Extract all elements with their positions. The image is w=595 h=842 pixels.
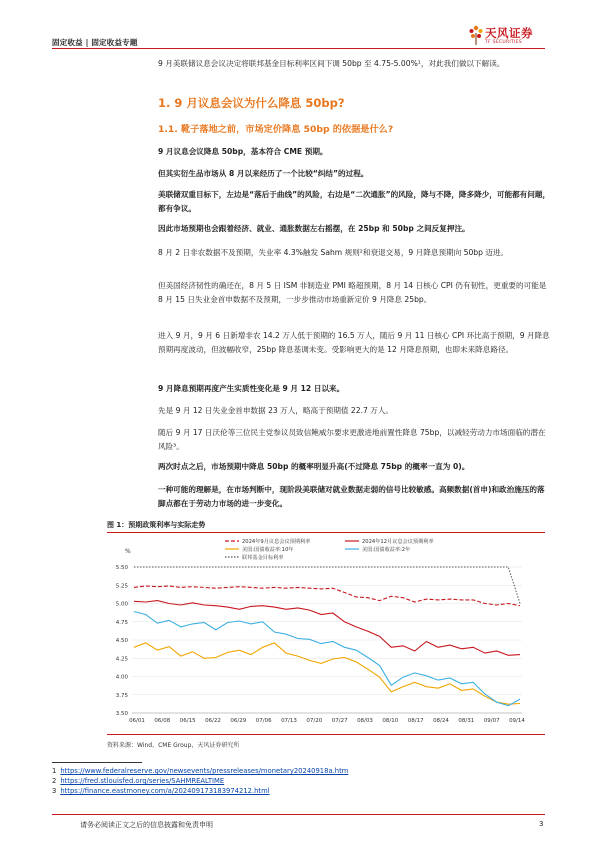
y-tick-label: 3.50 xyxy=(115,711,128,717)
footnote-link[interactable]: https://finance.eastmoney.com/a/202409173183974212.html xyxy=(60,787,270,795)
body-paragraph: 两次时点之后，市场预期中降息 50bp 的概率明显升高(不过降息 75bp 的概率一直为 0)。 xyxy=(158,462,470,471)
logo-flower-icon xyxy=(468,24,484,46)
header-divider xyxy=(52,48,545,49)
body-paragraph: 但美国经济韧性的确还在，8 月 5 日 ISM 非制造业 PMI 略超预期，8 月 14 日核心 CPI 仍有韧性，更重要的可能是 8 月 15 日失业金首申数据不及预期，一步步推动市场重新定价 9 月降息 25bp。 xyxy=(158,281,547,304)
intro-paragraph: 9 月美联储议息会议决定将联邦基金目标利率区间下调 50bp 至 4.75-5.00%¹，对此我们做以下解读。 xyxy=(158,59,505,68)
body-paragraph: 8 月 2 日非农数据不及预期，失业率 4.3%触发 Sahm 规则²和衰退交易，9 月降息预期向 50bp 迈进。 xyxy=(158,248,509,257)
body-paragraph: 9 月议息会议降息 50bp，基本符合 CME 预期。 xyxy=(158,147,328,156)
y-tick-label: 4.50 xyxy=(115,638,128,644)
footnote-number: 2 xyxy=(52,777,57,785)
x-tick-label: 07/20 xyxy=(306,718,323,724)
footer-divider xyxy=(52,814,545,815)
x-tick-label: 08/17 xyxy=(407,718,424,724)
body-paragraph: 因此市场预期也会跟着经济、就业、通胀数据左右摇摆，在 25bp 和 50bp 之间反复押注。 xyxy=(158,224,470,233)
y-tick-label: 4.00 xyxy=(115,674,128,681)
header-section-label: 固定收益 | 固定收益专题 xyxy=(52,38,138,47)
footnote-number: 3 xyxy=(52,787,57,795)
x-tick-label: 06/29 xyxy=(230,718,247,724)
legend-label: 美国:国债收益率:2年 xyxy=(362,547,411,553)
footnote-link[interactable]: https://www.federalreserve.gov/newsevents/pressreleases/monetary20240918a.htm xyxy=(60,767,349,775)
series-line xyxy=(134,643,520,704)
legend-label: 美国:国债收益率:10年 xyxy=(242,547,294,553)
body-paragraph: 进入 9 月，9 月 6 日新增非农 14.2 万人低于预期的 16.5 万人，随后 9 月 11 日核心 CPI 环比高于预期，9 月降息预期再度波动，但波幅收窄，25bp 降息基调未变。受影响更大的是 12 月降息预期，也即未来降息路径。 xyxy=(158,331,550,354)
x-tick-label: 08/24 xyxy=(433,718,449,724)
x-tick-label: 07/06 xyxy=(255,718,272,724)
x-tick-label: 08/10 xyxy=(382,718,399,724)
x-tick-label: 06/01 xyxy=(129,718,145,724)
footnote-2[interactable] xyxy=(52,777,224,785)
legend-label: 联邦基金目标利率 xyxy=(242,555,284,561)
x-tick-label: 06/15 xyxy=(179,718,196,724)
x-tick-label: 06/08 xyxy=(154,718,171,724)
page-number: 3 xyxy=(539,820,544,828)
x-tick-label: 08/31 xyxy=(458,718,475,724)
logo-name: 天风证券 xyxy=(485,26,533,40)
x-tick-label: 09/07 xyxy=(483,718,500,724)
footnote-1[interactable] xyxy=(52,767,348,775)
body-paragraph: 但其实衍生品市场从 8 月以来经历了一个比较“纠结”的过程。 xyxy=(158,169,369,178)
body-paragraph: 一种可能的理解是，在市场判断中，现阶段美联储对就业数据走弱的信号比较敏感。高频数据(首申)和政治施压的落脚点都在于劳动力市场的进一步变化。 xyxy=(158,485,545,508)
section-title: 1. 9 月议息会议为什么降息 50bp? xyxy=(158,96,345,110)
x-tick-label: 07/13 xyxy=(281,718,297,724)
series-line xyxy=(134,601,520,656)
body-paragraph: 先是 9 月 12 日失业金首申数据 23 万人，略高于预期值 22.7 万人。 xyxy=(158,406,394,415)
y-tick-label: 4.75 xyxy=(115,619,128,626)
legend-label: 2024年9月议息会议预期利率 xyxy=(242,539,311,545)
y-tick-label: 5.50 xyxy=(115,565,128,571)
x-tick-label: 06/22 xyxy=(205,718,221,724)
body-paragraph: 9 月降息预期再度产生实质性变化是 9 月 12 日以来。 xyxy=(158,384,345,393)
body-paragraph: 美联储双重目标下，左边是“落后于曲线”的风险，右边是“二次通胀”的风险，降与不降，降多降少，可能都有问题，都有争议。 xyxy=(158,190,551,213)
figure-bottom-rule xyxy=(107,734,545,735)
footnote-divider xyxy=(52,762,142,763)
y-tick-label: 3.75 xyxy=(115,692,128,699)
footer-disclaimer: 请务必阅读正文之后的信息披露和免责申明 xyxy=(80,821,213,829)
footnote-number: 1 xyxy=(52,767,57,775)
x-tick-label: 08/03 xyxy=(357,718,373,724)
y-axis-unit: % xyxy=(125,548,131,555)
series-line xyxy=(134,612,520,706)
figure-top-rule xyxy=(107,532,545,533)
figure-source: 资料来源：Wind，CME Group，天风证券研究所 xyxy=(107,742,240,749)
y-tick-label: 5.25 xyxy=(115,583,128,590)
logo-subtitle: TF SECURITIES xyxy=(485,40,523,45)
x-tick-label: 09/14 xyxy=(509,718,525,724)
footnote-link[interactable]: https://fred.stlouisfed.org/series/SAHMREALTIME xyxy=(60,777,225,785)
x-tick-label: 07/27 xyxy=(331,718,348,724)
y-tick-label: 4.25 xyxy=(115,656,128,663)
subsection-title: 1.1. 靴子落地之前，市场定价降息 50bp 的依据是什么? xyxy=(158,124,394,135)
y-tick-label: 5.00 xyxy=(115,601,128,608)
legend-label: 2024年12月议息会议预期利率 xyxy=(362,539,434,545)
figure-title: 图 1：预期政策利率与实际走势 xyxy=(107,521,206,529)
rate-chart xyxy=(107,535,545,730)
footnote-3[interactable] xyxy=(52,787,270,795)
body-paragraph: 随后 9 月 17 日沃伦等三位民主党参议员致信鲍威尔要求更激进地前置性降息 75bp，以减轻劳动力市场面临的潜在风险³。 xyxy=(158,428,546,451)
